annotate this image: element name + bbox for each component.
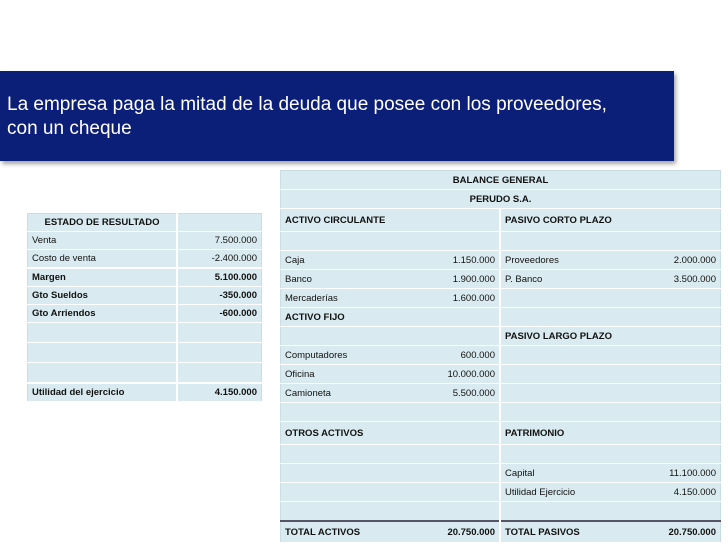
bg-value: 5.500.000 [430, 384, 500, 403]
er-value: -2.400.000 [177, 250, 261, 269]
bg-value: 11.100.000 [640, 464, 721, 483]
er-value: -600.000 [177, 305, 261, 323]
bg-value: 10.000.000 [430, 365, 500, 384]
bg-value: 600.000 [430, 346, 500, 365]
er-header-row [28, 214, 262, 232]
bg-label: Capital [500, 464, 640, 483]
total-activos-label: TOTAL ACTIVOS [281, 521, 431, 543]
bg-label: Proveedores [500, 251, 640, 270]
bg-value: 4.150.000 [640, 483, 721, 502]
bg-section-row [281, 422, 721, 445]
bg-label: Utilidad Ejercicio [500, 483, 640, 502]
section-patrimonio: PATRIMONIO [500, 422, 721, 445]
balance-title: BALANCE GENERAL [281, 171, 721, 190]
er-empty-row [28, 363, 262, 384]
slide-title-line-1: La empresa paga la mitad de la deuda que posee con los proveedores, [7, 94, 607, 115]
bg-section-row [281, 209, 721, 232]
er-row-venta [28, 232, 262, 250]
er-label: Utilidad del ejercicio [28, 383, 178, 402]
er-row-margen [28, 268, 262, 287]
er-value: 5.100.000 [177, 268, 261, 287]
bg-row [281, 384, 721, 403]
bg-row [281, 251, 721, 270]
bg-label: Mercaderías [281, 289, 431, 308]
er-empty-row [28, 343, 262, 363]
er-label: Venta [28, 232, 178, 250]
balance-general-table [280, 170, 721, 543]
bg-value: 1.600.000 [430, 289, 500, 308]
total-pasivos-value: 20.750.000 [640, 521, 721, 543]
bg-value: 2.000.000 [640, 251, 721, 270]
bg-empty-row [281, 502, 721, 522]
er-row-utilidad [28, 383, 262, 402]
bg-row [281, 346, 721, 365]
slide-title-line-2: con un cheque [7, 118, 132, 139]
bg-title-row [281, 171, 721, 190]
bg-section-row [281, 308, 721, 327]
bg-section-row [281, 327, 721, 346]
er-value: -350.000 [177, 287, 261, 305]
bg-total-row [281, 521, 721, 543]
section-activo-fijo: ACTIVO FIJO [281, 308, 500, 327]
slide-title [0, 71, 674, 161]
bg-value: 3.500.000 [640, 270, 721, 289]
er-empty-row [28, 323, 262, 343]
bg-label: P. Banco [500, 270, 640, 289]
er-header: ESTADO DE RESULTADO [28, 214, 178, 232]
bg-empty-row [281, 403, 721, 422]
er-value: 7.500.000 [177, 232, 261, 250]
er-row-arriendos [28, 305, 262, 323]
section-pasivo-largo-plazo: PASIVO LARGO PLAZO [500, 327, 721, 346]
section-pasivo-corto-plazo: PASIVO CORTO PLAZO [500, 209, 721, 232]
er-row-sueldos [28, 287, 262, 305]
total-pasivos-label: TOTAL PASIVOS [500, 521, 640, 543]
bg-label: Caja [281, 251, 431, 270]
bg-row [281, 270, 721, 289]
bg-label: Oficina [281, 365, 431, 384]
bg-row [281, 289, 721, 308]
bg-row [281, 464, 721, 483]
bg-empty-row [281, 445, 721, 464]
bg-company-row [281, 190, 721, 209]
bg-label: Banco [281, 270, 431, 289]
section-otros-activos: OTROS ACTIVOS [281, 422, 500, 445]
bg-empty-row [281, 232, 721, 251]
er-label: Costo de venta [28, 250, 178, 269]
er-value: 4.150.000 [177, 383, 261, 402]
er-label: Gto Arriendos [28, 305, 178, 323]
balance-company: PERUDO S.A. [281, 190, 721, 209]
bg-row [281, 365, 721, 384]
er-row-costo [28, 250, 262, 269]
bg-row [281, 483, 721, 502]
er-label: Margen [28, 268, 178, 287]
bg-value: 1.900.000 [430, 270, 500, 289]
total-activos-value: 20.750.000 [430, 521, 500, 543]
estado-resultado-table [27, 213, 262, 402]
section-activo-circulante: ACTIVO CIRCULANTE [281, 209, 500, 232]
bg-value: 1.150.000 [430, 251, 500, 270]
bg-label: Camioneta [281, 384, 431, 403]
er-label: Gto Sueldos [28, 287, 178, 305]
bg-label: Computadores [281, 346, 431, 365]
